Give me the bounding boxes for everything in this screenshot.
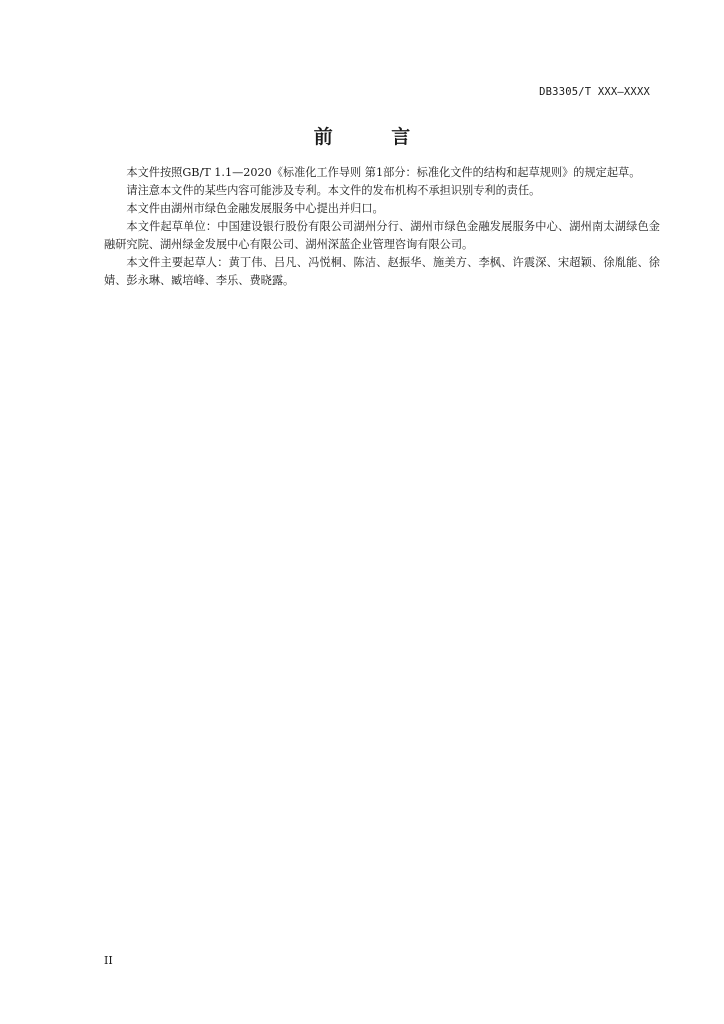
page-number: II: [104, 954, 113, 967]
paragraph-proposer: 本文件由湖州市绿色金融发展服务中心提出并归口。: [126, 202, 384, 215]
foreword-body: [104, 164, 660, 290]
paragraph-main-drafters: 本文件主要起草人：黄丁伟、吕凡、冯悦桐、陈洁、赵振华、施美方、李枫、许震深、宋超颖、徐胤能、徐婧、彭永琳、臧培峰、李乐、费晓露。: [104, 256, 660, 287]
section-title-foreword: 前 言: [313, 126, 437, 148]
paragraph-patent-notice: 请注意本文件的某些内容可能涉及专利。本文件的发布机构不承担识别专利的责任。: [126, 184, 541, 197]
paragraph-drafting-organizations: 本文件起草单位：中国建设银行股份有限公司湖州分行、湖州市绿色金融发展服务中心、湖州南太湖绿色金融研究院、湖州绿金发展中心有限公司、湖州深蓝企业管理咨询有限公司。: [104, 220, 660, 251]
paragraph-drafting-rules: 本文件按照GB/T 1.1—2020《标准化工作导则 第1部分：标准化文件的结构和起草规则》的规定起草。: [126, 166, 641, 179]
document-code: DB3305/T XXX—XXXX: [539, 86, 650, 98]
